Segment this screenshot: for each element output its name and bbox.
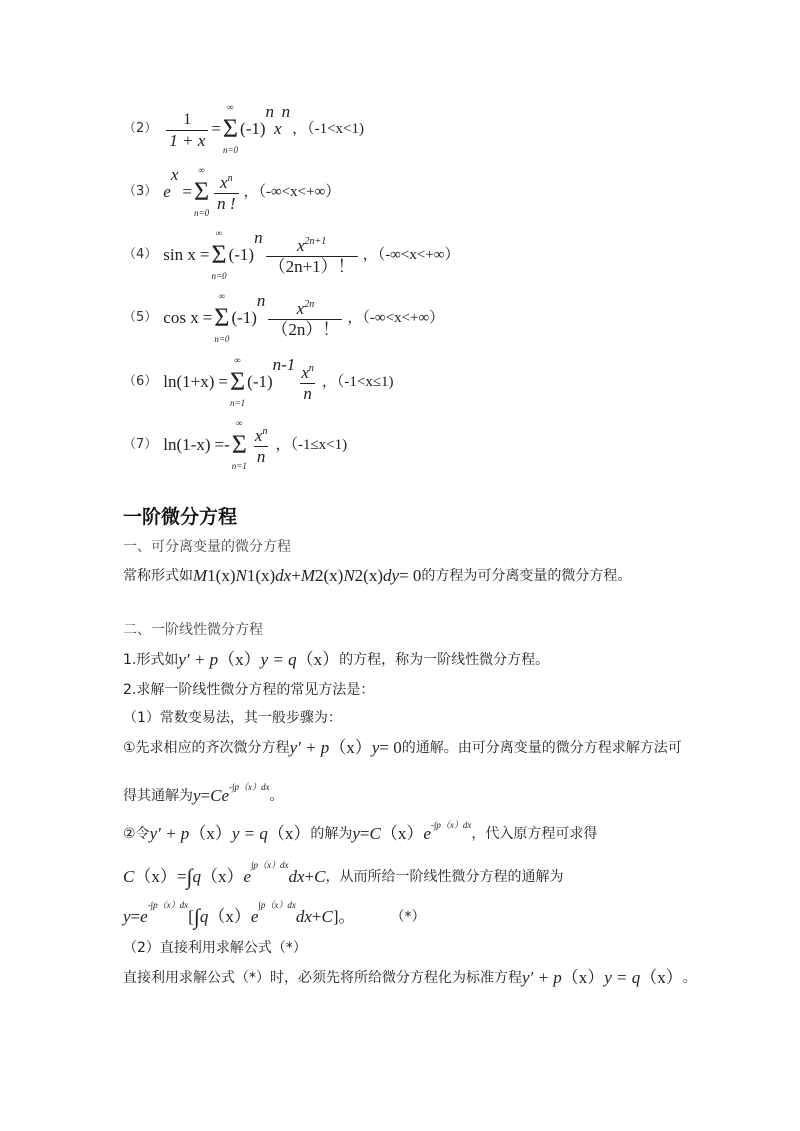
- math-segment: (x): [215, 566, 236, 585]
- math-segment: C: [314, 867, 326, 886]
- text-segment: 直接利用求解公式（*）时，必须先将所给微分方程化为标准方程: [123, 970, 522, 986]
- math-segment: y′ + p: [178, 650, 219, 669]
- num-exp: 2n+1: [304, 235, 327, 247]
- integral-icon: ∫: [193, 904, 200, 929]
- equals: =: [182, 182, 192, 201]
- math-segment: C: [369, 824, 381, 843]
- text-segment: ，代入原方程可求得: [471, 826, 598, 842]
- text-line: [123, 708, 342, 728]
- math-segment: y: [123, 907, 131, 926]
- factor-exp: n-1: [272, 355, 296, 374]
- numerator: 1: [183, 110, 192, 128]
- math-segment: （x）: [189, 824, 232, 843]
- num-exp: n: [308, 362, 314, 374]
- math-segment: （x）: [296, 650, 340, 669]
- sigma-icon: Σ: [230, 367, 246, 396]
- sigma-icon: Σ: [222, 114, 239, 143]
- sum-upper: ∞: [227, 102, 234, 112]
- condition: ，（-∞<x<+∞）: [362, 247, 460, 263]
- math-segment: （x）: [329, 738, 372, 757]
- math-segment: （x）: [218, 650, 261, 669]
- text-segment: 。: [682, 970, 697, 986]
- text-segment: 一、可分离变量的微分方程: [123, 539, 291, 555]
- math-segment: q: [192, 867, 201, 886]
- equals: =: [211, 119, 221, 138]
- numerator: [294, 297, 318, 319]
- numerator: [252, 424, 271, 446]
- text-segment: 常称形式如: [123, 568, 193, 584]
- lhs: e: [163, 182, 171, 201]
- lhs: ln(1-x): [163, 435, 211, 454]
- sum-lower: n=0: [214, 334, 230, 344]
- math-segment: （x）: [200, 867, 244, 886]
- math-segment: = 0: [399, 566, 422, 585]
- math-segment: y: [193, 786, 201, 805]
- text-segment: 的解为: [310, 826, 353, 842]
- math-segment: N: [343, 566, 355, 585]
- fraction: [268, 297, 342, 340]
- text-line: [123, 968, 697, 988]
- text-segment: 的方程为可分离变量的微分方程。: [421, 568, 632, 584]
- sum-lower: n=0: [211, 271, 227, 281]
- text-segment: 2.求解一阶线性微分方程的常见方法是：: [123, 682, 375, 698]
- sum-upper: ∞: [234, 355, 241, 365]
- math-segment: M: [193, 566, 208, 585]
- sigma-icon: Σ: [231, 430, 247, 459]
- math-segment: dx: [275, 566, 292, 585]
- sum-upper: ∞: [198, 165, 205, 175]
- factor: (-1): [228, 245, 255, 264]
- text-line: [123, 938, 307, 958]
- math-segment: y′ + p: [522, 968, 562, 987]
- denominator: 1 + x: [166, 130, 208, 151]
- text-segment: ①先求相应的齐次微分方程: [123, 740, 290, 756]
- text-line: [123, 680, 374, 700]
- math-segment: （x）=: [134, 867, 187, 886]
- math-segment: N: [235, 566, 247, 585]
- math-segment: [: [188, 907, 194, 926]
- num-exp: 2n: [304, 298, 315, 310]
- math-segment: -∫p（x）dx: [430, 820, 472, 830]
- math-segment: ∫p（x）dx: [258, 900, 296, 910]
- series-label: （5）: [123, 310, 158, 325]
- sigma-icon: Σ: [193, 177, 210, 206]
- factor: (-1): [231, 308, 257, 327]
- summation: [230, 355, 245, 409]
- series-line-6: [123, 355, 394, 409]
- math-segment: (x): [363, 566, 383, 585]
- text-segment: 1.形式如: [123, 652, 179, 668]
- sum-upper: ∞: [236, 418, 243, 428]
- numerator: [298, 361, 317, 383]
- denominator: n: [254, 446, 269, 467]
- math-segment: dx: [288, 867, 305, 886]
- term-exp: n: [281, 102, 291, 121]
- math-segment: =: [130, 907, 141, 926]
- text-line: [123, 860, 564, 890]
- math-segment: -∫p（x）dx: [147, 900, 189, 910]
- denominator: n: [300, 383, 315, 404]
- math-segment: （x）: [561, 968, 605, 987]
- sum-lower: n=0: [194, 208, 210, 218]
- math-segment: （x）: [267, 824, 311, 843]
- text-line: [123, 650, 549, 670]
- math-segment: y = q: [260, 650, 297, 669]
- series-label: （6）: [123, 374, 158, 389]
- math-segment: q: [199, 907, 209, 926]
- series-label: （3）: [123, 184, 158, 199]
- series-line-3: [123, 165, 340, 219]
- series-label: （7）: [123, 437, 158, 452]
- math-segment: Ce: [210, 786, 230, 805]
- math-segment: =: [359, 824, 370, 843]
- num-base: x: [296, 235, 305, 255]
- summation: [194, 165, 209, 219]
- text-line: [123, 782, 284, 806]
- math-segment: e: [243, 867, 252, 886]
- term: x: [274, 119, 282, 138]
- equals: =: [202, 308, 213, 327]
- series-line-2: [123, 102, 364, 156]
- minus-sign: -: [224, 435, 230, 454]
- num-base: x: [254, 425, 263, 445]
- math-segment: （x）: [380, 824, 424, 843]
- series-line-4: [123, 228, 459, 282]
- math-segment: e: [140, 907, 148, 926]
- math-segment: dy: [382, 566, 400, 585]
- fraction: [166, 108, 208, 151]
- condition: ，（-1<x<1): [292, 121, 364, 137]
- fraction: [214, 171, 238, 214]
- num-base: x: [296, 298, 305, 318]
- math-segment: (x): [323, 566, 344, 585]
- series-label: （4）: [123, 247, 158, 262]
- text-segment: 得其通解为: [123, 788, 193, 804]
- condition: ，（-∞<x<+∞）: [243, 184, 341, 200]
- math-segment: ∫p（x）dx: [251, 860, 289, 870]
- text-segment: （2）直接利用求解公式（*）: [123, 940, 307, 956]
- math-segment: +: [304, 867, 315, 886]
- summation: [232, 418, 247, 472]
- summation: [223, 102, 238, 156]
- math-segment: （x）: [208, 907, 251, 926]
- fraction: [266, 234, 358, 277]
- num-base: x: [301, 362, 309, 382]
- text-line: [123, 820, 598, 844]
- integral-icon: ∫: [186, 864, 193, 889]
- text-segment: ②令: [123, 826, 150, 842]
- math-segment: 1: [246, 566, 256, 585]
- fraction: [252, 424, 271, 467]
- math-segment: y = q: [231, 824, 268, 843]
- series-line-7: [123, 418, 347, 472]
- summation: [211, 228, 226, 282]
- math-segment: M: [300, 566, 315, 585]
- math-segment: =: [200, 786, 211, 805]
- math-segment: +: [311, 907, 322, 926]
- sum-upper: ∞: [218, 291, 226, 301]
- denominator: n !: [214, 193, 238, 214]
- text-line: [123, 900, 426, 930]
- sum-lower: n=1: [230, 398, 246, 408]
- numerator: [217, 171, 236, 193]
- lhs: cos x: [163, 308, 199, 327]
- text-segment: 二、一阶线性微分方程: [123, 622, 263, 638]
- equals: =: [199, 245, 210, 264]
- factor-exp: n: [254, 228, 263, 247]
- math-segment: 2: [314, 566, 324, 585]
- text-segment: ，从而所给一阶线性微分方程的通解为: [325, 869, 564, 885]
- math-segment: y: [352, 824, 360, 843]
- series-line-5: [123, 291, 444, 345]
- factor-exp: n: [256, 291, 266, 310]
- lhs-exp: x: [170, 165, 179, 184]
- text-segment: （*）: [355, 909, 426, 925]
- sum-lower: n=0: [222, 145, 239, 155]
- text-segment: 的方程，称为一阶线性微分方程。: [339, 652, 550, 668]
- text-segment: （1）常数变易法，其一般步骤为：: [123, 710, 342, 726]
- equals: =: [214, 435, 225, 454]
- math-segment: ]。: [332, 907, 356, 926]
- math-segment: （x）: [640, 968, 683, 987]
- text-line: [123, 620, 263, 640]
- math-segment: (x): [255, 566, 276, 585]
- text-line: [123, 738, 682, 758]
- text-segment: 。: [269, 788, 284, 804]
- math-segment: y′ + p: [289, 738, 330, 757]
- math-segment: y: [371, 738, 380, 757]
- num-exp: n: [262, 425, 268, 437]
- math-segment: C: [123, 867, 135, 886]
- sigma-icon: Σ: [214, 303, 230, 332]
- math-segment: 2: [354, 566, 364, 585]
- denominator: （2n）！: [268, 319, 342, 340]
- math-segment: y′ + p: [149, 824, 190, 843]
- text-line: [123, 566, 631, 586]
- lhs: ln(1+x): [163, 372, 215, 391]
- section-heading: 一阶微分方程: [123, 506, 238, 528]
- sum-lower: n=1: [231, 461, 247, 471]
- condition: ，（-1<x≤1): [321, 374, 394, 390]
- math-segment: = 0: [379, 738, 402, 757]
- math-segment: +: [291, 566, 301, 585]
- math-segment: C: [321, 907, 333, 926]
- factor: (-1): [247, 372, 273, 391]
- summation: [214, 291, 229, 345]
- equals: =: [218, 372, 229, 391]
- condition: ，（-1≤x<1): [275, 437, 348, 453]
- num-exp: n: [227, 172, 233, 184]
- numerator: [294, 234, 329, 256]
- sum-upper: ∞: [215, 228, 223, 238]
- factor-exp: n: [265, 102, 275, 121]
- text-line: [123, 537, 291, 557]
- factor: (-1): [240, 119, 266, 138]
- math-segment: 1: [207, 566, 216, 585]
- math-segment: -∫p（x）dx: [229, 782, 270, 792]
- math-segment: y = q: [604, 968, 641, 987]
- condition: ，（-∞<x<+∞）: [347, 310, 445, 326]
- denominator: （2n+1）！: [266, 256, 358, 277]
- fraction: [298, 361, 317, 404]
- num-base: x: [220, 172, 228, 192]
- lhs: sin x: [163, 245, 196, 264]
- text-segment: 的通解。由可分离变量的微分方程求解方法可: [401, 740, 682, 756]
- series-label: （2）: [123, 121, 158, 136]
- sigma-icon: Σ: [211, 240, 227, 269]
- math-segment: e: [423, 824, 431, 843]
- math-segment: dx: [295, 907, 312, 926]
- math-segment: e: [250, 907, 259, 926]
